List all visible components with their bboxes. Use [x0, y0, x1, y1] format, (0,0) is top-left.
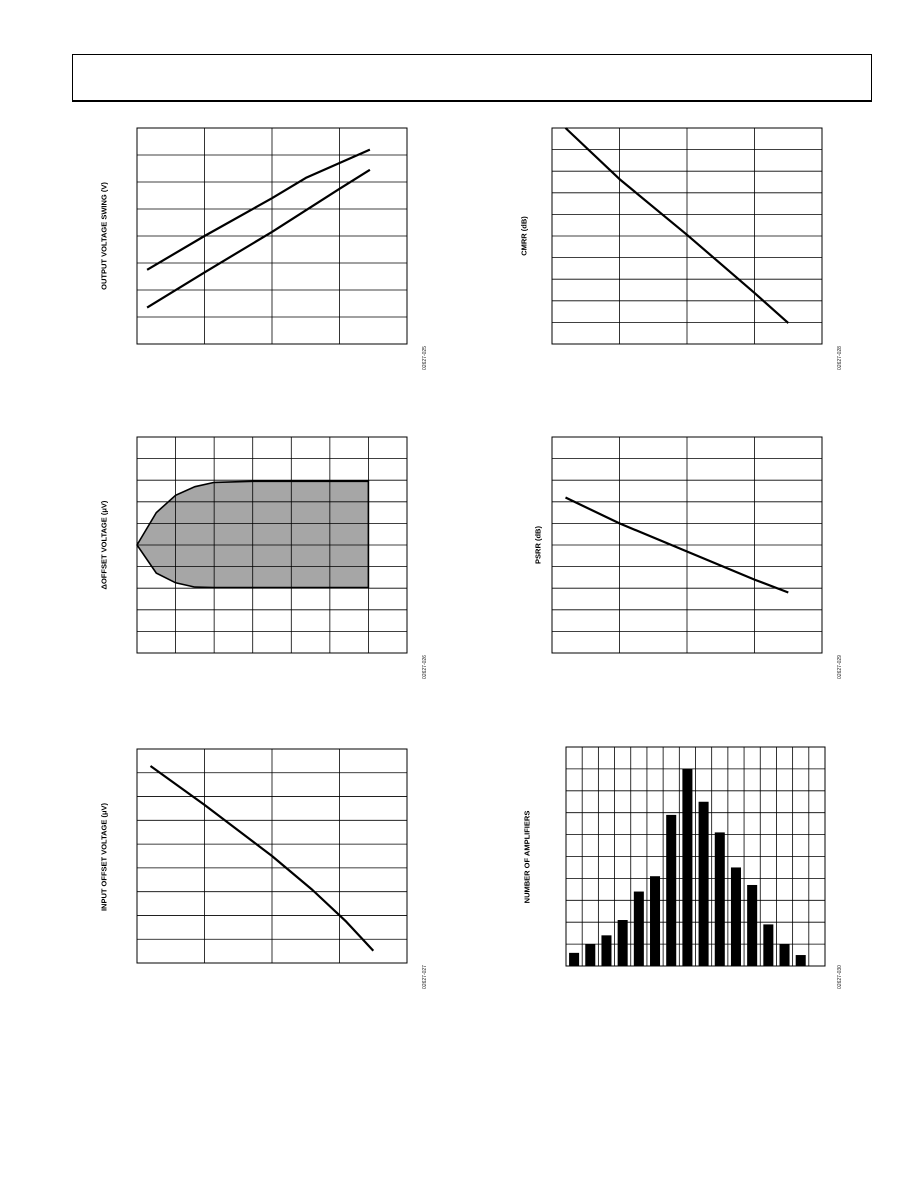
chart-y-axis-label: CMRR (dB) [519, 216, 529, 256]
histogram-bar [731, 867, 741, 966]
figure-id: 02627-025 [422, 346, 428, 370]
chart-y-axis-label: PSRR (dB) [533, 526, 543, 564]
chart-delta-offset-voltage [137, 437, 407, 653]
histogram-bar [666, 815, 676, 966]
figure-id: 02627-027 [422, 965, 428, 989]
histogram-bar [796, 955, 806, 966]
histogram-bar [780, 944, 790, 966]
histogram-bar [585, 944, 595, 966]
figure-id: 02627-030 [837, 965, 843, 989]
chart-psrr [552, 437, 822, 653]
histogram-bar [569, 953, 579, 966]
chart-number-of-amplifiers [566, 747, 825, 966]
histogram-bar [650, 876, 660, 966]
chart-y-axis-label: INPUT OFFSET VOLTAGE (μV) [99, 802, 109, 912]
chart-y-axis-label: OUTPUT VOLTAGE SWING (V) [99, 182, 109, 290]
histogram-bar [715, 832, 725, 966]
chart-y-axis-label: NUMBER OF AMPLIFIERS [522, 810, 532, 904]
figure-id: 02627-026 [422, 655, 428, 679]
figure-id: 02627-028 [837, 346, 843, 370]
page-header-box [72, 54, 872, 102]
histogram-bar [699, 802, 709, 966]
chart-cmrr [552, 128, 822, 344]
histogram-bar [618, 920, 628, 966]
chart-output-voltage-swing [137, 128, 407, 344]
figure-id: 02627-029 [837, 655, 843, 679]
histogram-bar [634, 892, 644, 966]
histogram-bar [747, 885, 757, 966]
histogram-bar [601, 935, 611, 966]
histogram-bar [682, 769, 692, 966]
chart-y-axis-label: ΔOFFSET VOLTAGE (μV) [99, 500, 109, 590]
histogram-bar [763, 924, 773, 966]
chart-input-offset-voltage [137, 749, 407, 963]
